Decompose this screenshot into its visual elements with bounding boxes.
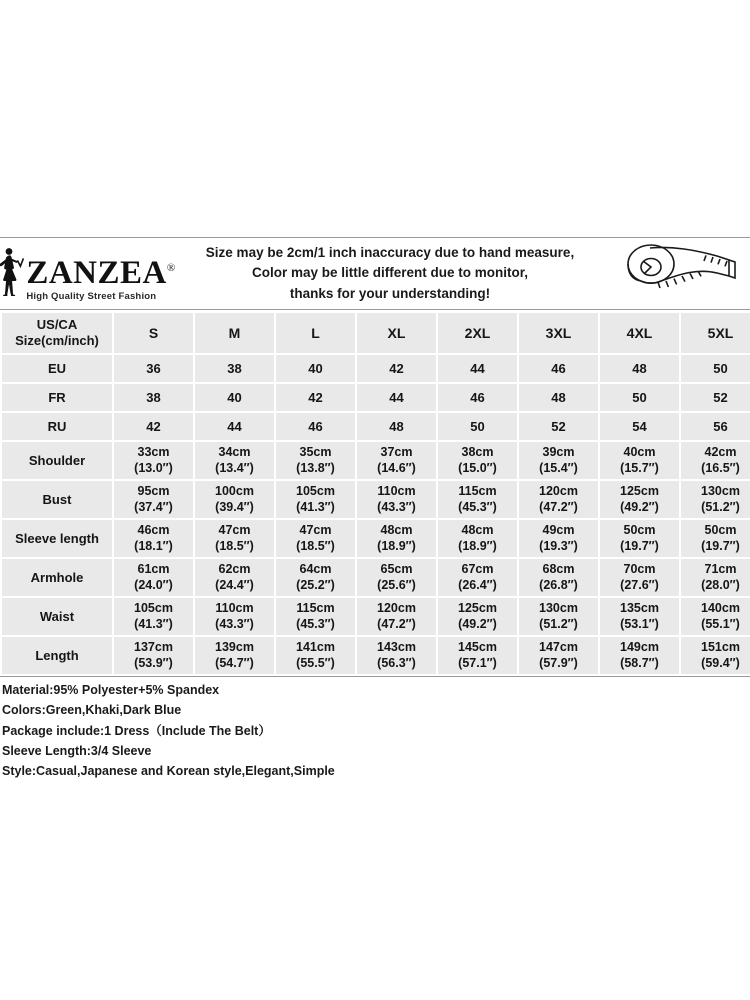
table-row [2, 520, 750, 557]
measurement-cm: 139cm [215, 639, 254, 654]
table-cell [195, 598, 274, 635]
row-label: Shoulder [2, 442, 112, 479]
measurement-inch: (19.7″) [701, 538, 740, 553]
measurement-cm: 39cm [542, 444, 575, 459]
notice-line-3: thanks for your understanding! [289, 285, 491, 301]
table-cell [681, 559, 750, 596]
measurement-cm: 38cm [461, 444, 494, 459]
size-table-wrapper [0, 310, 750, 677]
measurement-inch: (49.2″) [620, 499, 659, 514]
size-column-header: 5XL [681, 313, 750, 353]
table-row [2, 384, 750, 411]
table-cell: 44 [195, 413, 274, 440]
measurement-cm: 140cm [701, 600, 740, 615]
measurement-cm: 48cm [380, 522, 413, 537]
table-cell: 44 [438, 355, 517, 382]
row-label: Armhole [2, 559, 112, 596]
measurement-cm: 137cm [134, 639, 173, 654]
measurement-inch: (18.1″) [134, 538, 173, 553]
measurement-cm: 151cm [701, 639, 740, 654]
measurement-cm: 130cm [701, 483, 740, 498]
measurement-cm: 125cm [620, 483, 659, 498]
detail-style: Style:Casual,Japanese and Korean style,Elegant,Simple [2, 764, 335, 778]
table-cell [114, 637, 193, 674]
measurement-inch: (49.2″) [458, 616, 497, 631]
table-cell: 46 [276, 413, 355, 440]
table-cell: 40 [195, 384, 274, 411]
measurement-cm: 70cm [623, 561, 656, 576]
table-cell [114, 442, 193, 479]
measurement-inch: (24.4″) [215, 577, 254, 592]
table-cell [681, 481, 750, 518]
row-label: Waist [2, 598, 112, 635]
table-cell [195, 559, 274, 596]
table-row [2, 598, 750, 635]
measurement-inch: (13.8″) [296, 460, 335, 475]
measurement-cm: 47cm [299, 522, 332, 537]
measurement-inch: (14.6″) [377, 460, 416, 475]
measurement-cm: 143cm [377, 639, 416, 654]
table-header-row [2, 313, 750, 353]
measurement-inch: (45.3″) [296, 616, 335, 631]
table-cell [114, 559, 193, 596]
measurement-cm: 50cm [704, 522, 737, 537]
measurement-inch: (18.5″) [215, 538, 254, 553]
table-row [2, 355, 750, 382]
table-cell [195, 637, 274, 674]
table-cell: 46 [438, 384, 517, 411]
row-label: RU [2, 413, 112, 440]
measurement-cm: 49cm [542, 522, 575, 537]
detail-material: Material:95% Polyester+5% Spandex [2, 683, 220, 697]
table-cell [357, 520, 436, 557]
measurement-cm: 115cm [458, 483, 497, 498]
measurement-cm: 141cm [296, 639, 335, 654]
table-cell [519, 637, 598, 674]
measurement-inch: (13.0″) [134, 460, 173, 475]
measurement-cm: 110cm [377, 483, 416, 498]
row-label: EU [2, 355, 112, 382]
table-cell [276, 637, 355, 674]
table-cell [600, 481, 679, 518]
measurement-inch: (15.7″) [620, 460, 659, 475]
registered-trademark-icon: ® [166, 262, 176, 275]
table-row [2, 637, 750, 674]
row-label: FR [2, 384, 112, 411]
table-cell [357, 598, 436, 635]
table-cell: 38 [114, 384, 193, 411]
measurement-notice [170, 238, 610, 309]
table-cell [195, 520, 274, 557]
measurement-cm: 68cm [542, 561, 575, 576]
measurement-inch: (54.7″) [215, 655, 254, 670]
measurement-cm: 147cm [539, 639, 578, 654]
table-cell [357, 559, 436, 596]
table-cell [195, 481, 274, 518]
measuring-tape-illustration [610, 238, 750, 309]
measurement-inch: (45.3″) [458, 499, 497, 514]
product-details [0, 677, 750, 781]
measurement-inch: (56.3″) [377, 655, 416, 670]
measurement-cm: 105cm [296, 483, 335, 498]
table-row [2, 559, 750, 596]
measurement-cm: 40cm [623, 444, 656, 459]
table-cell [276, 559, 355, 596]
measurement-cm: 100cm [215, 483, 254, 498]
table-cell [438, 442, 517, 479]
measurement-inch: (26.8″) [539, 577, 578, 592]
row-label: Sleeve length [2, 520, 112, 557]
measurement-inch: (57.1″) [458, 655, 497, 670]
detail-sleeve-length: Sleeve Length:3/4 Sleeve [2, 743, 152, 758]
measurement-cm: 35cm [299, 444, 332, 459]
table-cell [357, 481, 436, 518]
size-column-header: L [276, 313, 355, 353]
table-cell: 38 [195, 355, 274, 382]
table-cell [681, 520, 750, 557]
measurement-cm: 42cm [704, 444, 737, 459]
table-cell: 52 [681, 384, 750, 411]
table-cell: 36 [114, 355, 193, 382]
table-cell: 48 [357, 413, 436, 440]
table-cell [519, 598, 598, 635]
measurement-cm: 37cm [380, 444, 413, 459]
measurement-cm: 48cm [461, 522, 494, 537]
table-cell [519, 520, 598, 557]
table-cell [600, 637, 679, 674]
measurement-cm: 61cm [137, 561, 170, 576]
notice-line-1: Size may be 2cm/1 inch inaccuracy due to hand measure, [205, 245, 575, 261]
table-cell: 42 [276, 384, 355, 411]
table-cell: 50 [438, 413, 517, 440]
measurement-cm: 105cm [134, 600, 173, 615]
measurement-inch: (19.7″) [620, 538, 659, 553]
table-cell [438, 637, 517, 674]
measurement-inch: (47.2″) [377, 616, 416, 631]
table-cell: 44 [357, 384, 436, 411]
size-column-header: 4XL [600, 313, 679, 353]
table-cell: 54 [600, 413, 679, 440]
table-cell [519, 442, 598, 479]
measurement-inch: (53.9″) [134, 655, 173, 670]
measurement-inch: (26.4″) [458, 577, 497, 592]
measurement-inch: (58.7″) [620, 655, 659, 670]
table-cell [519, 481, 598, 518]
woman-figure-icon [0, 246, 24, 301]
measurement-inch: (53.1″) [620, 616, 659, 631]
measurement-inch: (47.2″) [539, 499, 578, 514]
measurement-inch: (39.4″) [215, 499, 254, 514]
measurement-inch: (18.9″) [377, 538, 416, 553]
table-cell [600, 598, 679, 635]
measurement-cm: 46cm [137, 522, 170, 537]
table-cell [276, 598, 355, 635]
measurement-cm: 47cm [218, 522, 251, 537]
row-label: Bust [2, 481, 112, 518]
table-cell [357, 637, 436, 674]
measurement-inch: (59.4″) [701, 655, 740, 670]
detail-colors: Colors:Green,Khaki,Dark Blue [2, 703, 182, 718]
measurement-cm: 50cm [623, 522, 656, 537]
table-cell [114, 520, 193, 557]
table-cell [276, 520, 355, 557]
measurement-cm: 110cm [215, 600, 254, 615]
measurement-inch: (41.3″) [296, 499, 335, 514]
size-column-header: 3XL [519, 313, 598, 353]
measurement-inch: (24.0″) [134, 577, 173, 592]
size-table [0, 310, 750, 676]
header-region-label: US/CA [36, 316, 78, 332]
brand-name: ZANZEA® [26, 255, 176, 292]
table-cell: 52 [519, 413, 598, 440]
table-cell: 50 [600, 384, 679, 411]
measurement-inch: (15.0″) [458, 460, 497, 475]
table-cell [438, 520, 517, 557]
measurement-inch: (13.4″) [215, 460, 254, 475]
measurement-inch: (15.4″) [539, 460, 578, 475]
measurement-cm: 135cm [620, 600, 659, 615]
table-cell: 42 [357, 355, 436, 382]
table-cell [114, 598, 193, 635]
measurement-inch: (55.5″) [296, 655, 335, 670]
size-column-header: XL [357, 313, 436, 353]
measurement-cm: 71cm [704, 561, 737, 576]
table-cell [681, 637, 750, 674]
header-unit-label [2, 313, 112, 353]
measurement-cm: 62cm [218, 561, 251, 576]
table-cell [681, 598, 750, 635]
table-row [2, 481, 750, 518]
measurement-inch: (25.2″) [296, 577, 335, 592]
measurement-inch: (51.2″) [701, 499, 740, 514]
measurement-cm: 33cm [137, 444, 170, 459]
measurement-cm: 145cm [458, 639, 497, 654]
measurement-cm: 149cm [620, 639, 659, 654]
table-cell [114, 481, 193, 518]
table-cell: 50 [681, 355, 750, 382]
measurement-inch: (51.2″) [539, 616, 578, 631]
measurement-cm: 130cm [539, 600, 578, 615]
table-cell: 46 [519, 355, 598, 382]
table-cell [681, 442, 750, 479]
measuring-tape-icon [617, 240, 743, 307]
measurement-cm: 120cm [377, 600, 416, 615]
header-size-units-label: Size(cm/inch) [15, 333, 99, 348]
measurement-inch: (16.5″) [701, 460, 740, 475]
table-cell [438, 559, 517, 596]
measurement-cm: 34cm [218, 444, 251, 459]
detail-package: Package include:1 Dress（Include The Belt） [2, 723, 271, 738]
measurement-cm: 95cm [137, 483, 170, 498]
table-cell [276, 442, 355, 479]
measurement-inch: (43.3″) [377, 499, 416, 514]
table-cell [600, 559, 679, 596]
notice-line-2: Color may be little different due to monitor, [251, 265, 529, 281]
table-cell [195, 442, 274, 479]
chart-banner [0, 237, 750, 310]
table-cell [438, 481, 517, 518]
brand-tagline: High Quality Street Fashion [26, 290, 157, 302]
table-cell: 48 [600, 355, 679, 382]
measurement-inch: (25.6″) [377, 577, 416, 592]
measurement-cm: 67cm [461, 561, 494, 576]
measurement-inch: (18.5″) [296, 538, 335, 553]
table-cell [519, 559, 598, 596]
measurement-inch: (41.3″) [134, 616, 173, 631]
table-cell [600, 520, 679, 557]
brand-logo [0, 238, 176, 309]
measurement-cm: 64cm [299, 561, 332, 576]
measurement-inch: (37.4″) [134, 499, 173, 514]
table-cell: 42 [114, 413, 193, 440]
measurement-inch: (57.9″) [539, 655, 578, 670]
table-cell: 56 [681, 413, 750, 440]
table-cell: 48 [519, 384, 598, 411]
measurement-cm: 125cm [458, 600, 497, 615]
measurement-inch: (28.0″) [701, 577, 740, 592]
measurement-inch: (27.6″) [620, 577, 659, 592]
size-column-header: 2XL [438, 313, 517, 353]
measurement-cm: 115cm [296, 600, 335, 615]
table-row [2, 413, 750, 440]
table-row [2, 442, 750, 479]
measurement-inch: (19.3″) [539, 538, 578, 553]
size-chart-sheet [0, 237, 750, 781]
table-cell [438, 598, 517, 635]
table-cell [276, 481, 355, 518]
table-cell [357, 442, 436, 479]
size-column-header: M [195, 313, 274, 353]
measurement-inch: (55.1″) [701, 616, 740, 631]
row-label: Length [2, 637, 112, 674]
table-cell: 40 [276, 355, 355, 382]
size-column-header: S [114, 313, 193, 353]
measurement-inch: (43.3″) [215, 616, 254, 631]
measurement-inch: (18.9″) [458, 538, 497, 553]
measurement-cm: 65cm [380, 561, 413, 576]
measurement-cm: 120cm [539, 483, 578, 498]
table-cell [600, 442, 679, 479]
